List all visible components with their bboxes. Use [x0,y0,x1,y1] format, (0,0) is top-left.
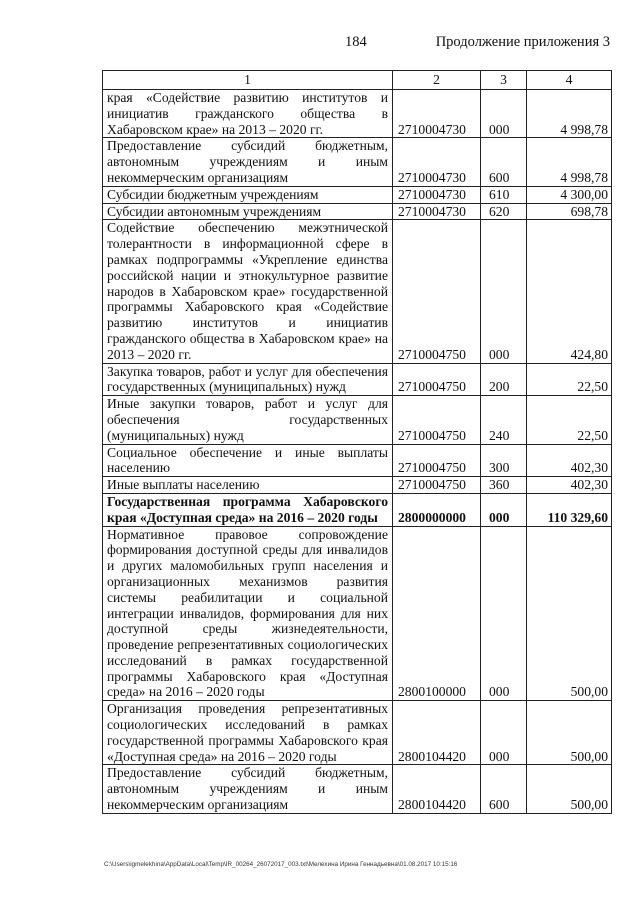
row-type: 300 [481,444,527,477]
row-code: 2800100000 [393,526,481,701]
table-row [103,444,612,477]
row-amount: 110 329,60 [527,493,612,526]
table-row-program-total [103,493,612,526]
row-amount: 4 300,00 [527,186,612,203]
row-name: Организация проведения репрезентативных социологических исследований в рамках государственной программы Хабаровского края «Доступная среда» на 2016 – 2020 годы [103,701,393,765]
column-header-1: 1 [103,71,393,90]
row-type: 000 [481,90,527,138]
table-row [103,138,612,186]
table-header-row [103,71,612,90]
budget-table [102,70,612,814]
row-code: 2710004750 [393,444,481,477]
row-type: 600 [481,138,527,186]
row-name: Субсидии бюджетным учреждениям [103,186,393,203]
table-row [103,526,612,701]
row-amount: 402,30 [527,477,612,494]
table-row [103,765,612,813]
row-type: 360 [481,477,527,494]
table-row [103,701,612,765]
row-code: 2800000000 [393,493,481,526]
row-amount: 4 998,78 [527,90,612,138]
row-type: 240 [481,396,527,444]
table-row [103,477,612,494]
row-type: 600 [481,765,527,813]
row-name: Социальное обеспечение и иные выплаты населению [103,444,393,477]
row-type: 000 [481,220,527,363]
row-code: 2710004730 [393,90,481,138]
row-name: края «Содействие развитию институтов и инициатив гражданского общества в Хабаровском крае» на 2013 – 2020 гг. [103,90,393,138]
row-amount: 22,50 [527,363,612,396]
row-code: 2710004750 [393,363,481,396]
row-amount: 500,00 [527,526,612,701]
row-code: 2710004750 [393,477,481,494]
page-caption: Продолжение приложения 3 [435,34,610,50]
row-code: 2710004750 [393,396,481,444]
row-type: 000 [481,701,527,765]
row-name: Иные закупки товаров, работ и услуг для обеспечения государственных (муниципальных) нужд [103,396,393,444]
row-code: 2710004750 [393,220,481,363]
footer-file-path: C:\Users\igmelekhina\AppData\Local\Temp\IR_00264_26072017_003.txt\Мелехина Ирина Геннадьевна\01.08.2017 10:15:16 [104,861,458,868]
row-amount: 698,78 [527,203,612,220]
column-header-2: 2 [393,71,481,90]
row-type: 000 [481,493,527,526]
table-row [103,220,612,363]
row-name: Предоставление субсидий бюджетным, автономным учреждениям и иным некоммерческим организациям [103,138,393,186]
row-type: 620 [481,203,527,220]
row-name: Нормативное правовое сопровождение формирования доступной среды для инвалидов и других маломобильных групп населения и организационных механизмов развития системы реабилитации и социальной интеграции инвалидов, формирования для них доступной среды жизнедеятельности, проведение репрезентативных социологических исследований в рамках государственной программы Хабаровского края «Доступная среда» на 2016 – 2020 годы [103,526,393,701]
row-amount: 424,80 [527,220,612,363]
row-amount: 4 998,78 [527,138,612,186]
page-number: 184 [345,34,367,50]
row-amount: 402,30 [527,444,612,477]
row-amount: 22,50 [527,396,612,444]
row-code: 2800104420 [393,701,481,765]
row-type: 610 [481,186,527,203]
table-row [103,396,612,444]
row-name: Предоставление субсидий бюджетным, автономным учреждениям и иным некоммерческим организациям [103,765,393,813]
row-name: Закупка товаров, работ и услуг для обеспечения государственных (муниципальных) нужд [103,363,393,396]
table-row [103,90,612,138]
row-amount: 500,00 [527,701,612,765]
row-code: 2710004730 [393,203,481,220]
page-header [0,34,640,54]
row-name: Содействие обеспечению межэтнической толерантности в информационной сфере в рамках подпрограммы «Укрепление единства российской нации и этнокультурное развитие народов в Хабаровском крае» государственной программы Хабаровского края «Содействие развитию институтов и инициатив гражданского общества в Хабаровском крае» на 2013 – 2020 гг. [103,220,393,363]
table-row [103,203,612,220]
table-row [103,186,612,203]
row-name: Государственная программа Хабаровского края «Доступная среда» на 2016 – 2020 годы [103,493,393,526]
row-type: 200 [481,363,527,396]
row-code: 2710004730 [393,138,481,186]
row-amount: 500,00 [527,765,612,813]
column-header-3: 3 [481,71,527,90]
row-name: Субсидии автономным учреждениям [103,203,393,220]
row-code: 2800104420 [393,765,481,813]
column-header-4: 4 [527,71,612,90]
row-name: Иные выплаты населению [103,477,393,494]
row-type: 000 [481,526,527,701]
table-row [103,363,612,396]
row-code: 2710004730 [393,186,481,203]
